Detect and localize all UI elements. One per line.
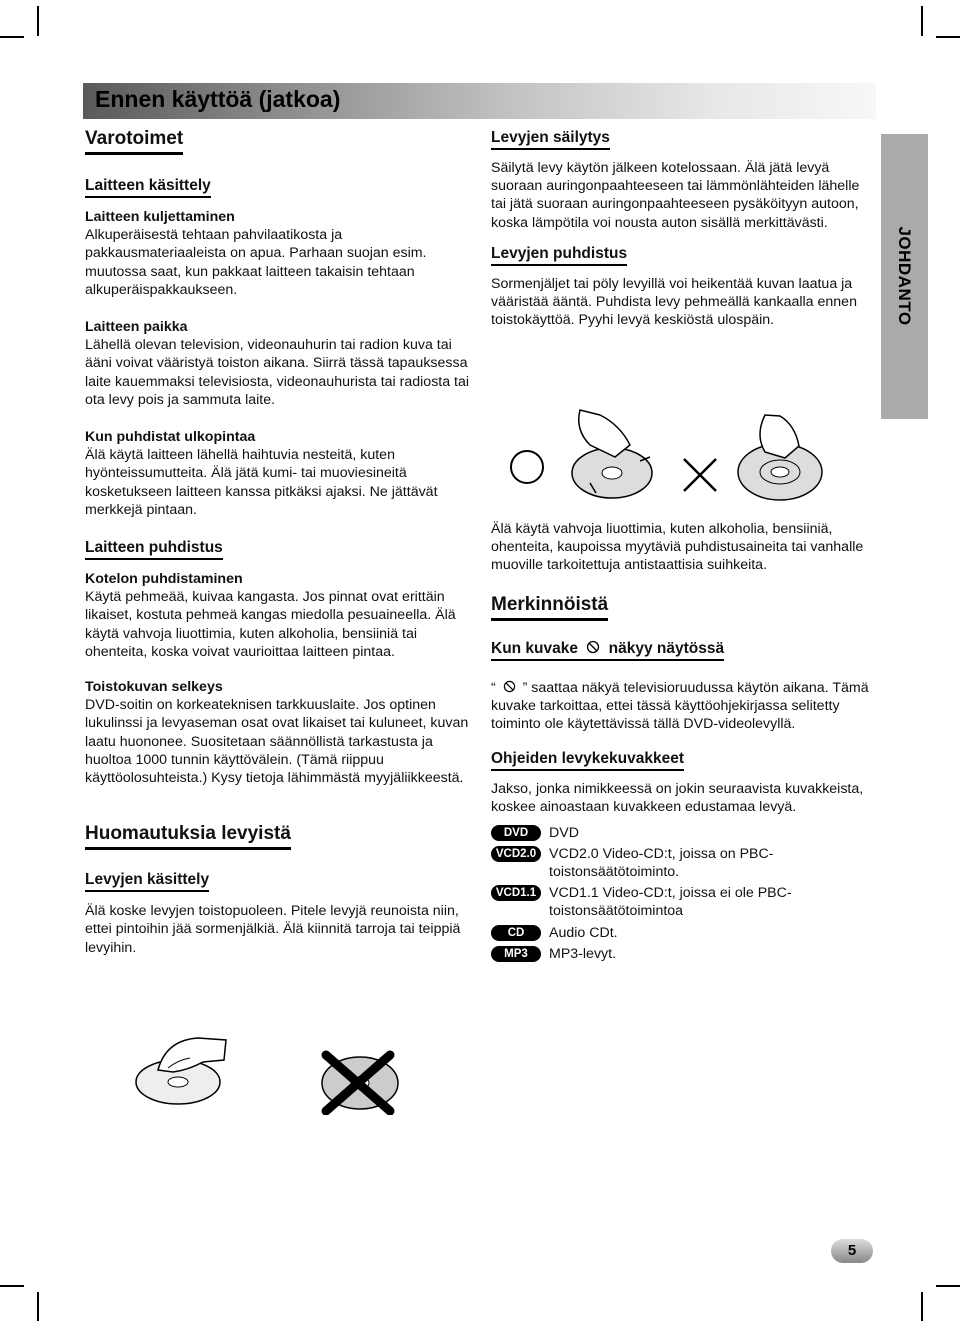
left-column: [85, 128, 477, 957]
subheading-levyjen-kasittely: Levyjen käsittely: [85, 870, 209, 892]
page-number: 5: [831, 1239, 873, 1263]
ulkopinta-title: Kun puhdistat ulkopintaa: [85, 429, 256, 446]
disc-icon-row: [491, 945, 875, 963]
disc-icon-row: [491, 845, 875, 881]
selkeys-title: Toistokuvan selkeys: [85, 679, 223, 696]
subheading-ohjeiden-levykekuvakkeet: Ohjeiden levykekuvakkeet: [491, 749, 684, 771]
disc-cleaning-correct-illustration: [560, 405, 660, 505]
subheading-levyjen-puhdistus: Levyjen puhdistus: [491, 244, 627, 266]
disc-icon-description: Audio CDt.: [549, 924, 618, 941]
kuljettaminen-title: Laitteen kuljettaminen: [85, 209, 235, 225]
sailytys-text: Säilytä levy käytön jälkeen kotelossaan. Älä jätä levyä suoraan auringonpaahteeseen tai lämmönlähteiden lähelle tai jätä suoraan auringonpaahteeseen pysäköityyn autoon, koska lämpötila voi nousta auton sisällä merkittävästi.: [491, 160, 860, 231]
disc-icon-row: [491, 924, 875, 942]
ulkopinta-text: Älä käytä laitteen lähellä haihtuvia nesteitä, kuten hyönteissumutteita. Älä jätä kumi- tai muoviesineitä kosketukseen laitteen kanssa pitkäksi ajaksi. Ne jättävät merkkejä pintaan.: [85, 447, 438, 518]
disc-icon-row: [491, 824, 875, 842]
right-column-lower: [491, 520, 875, 963]
section-heading-huomautuksia: Huomautuksia levyistä: [85, 823, 291, 850]
prohibited-icon: [586, 640, 600, 654]
selkeys-text: DVD-soitin on korkeateknisen tarkkuuslaite. Jos optinen lukulinssi ja levyaseman osat ovat likaiset tai kuluneet, kuvan laatu huononee. Suositetaan säännöllistä tarkastusta ja huoltoa 1000 tunnin käyttövälein. (Tämä riippuu käyttöolosuhteista.) Kysy tietoja lähimmästä myyjäliikkeestä.: [85, 697, 469, 787]
crop-mark: [37, 6, 39, 36]
paikka-title: Laitteen paikka: [85, 319, 188, 336]
disc-icon-description: VCD1.1 Video-CD:t, joissa ei ole PBC-toistonsäätötoimintoa: [549, 885, 792, 920]
wrong-mark-icon: [680, 455, 720, 495]
disc-icon-list: [491, 824, 875, 963]
mp3-badge-icon: MP3: [491, 946, 541, 962]
side-tab: [881, 134, 928, 419]
kun-kuvake-label-b: näkyy näytössä: [608, 639, 725, 657]
disc-icon-description: DVD: [549, 824, 579, 841]
vcd20-badge-icon: VCD2.0: [491, 846, 541, 862]
subheading-kun-kuvake: [491, 639, 724, 661]
kuvake-text-body: ” saattaa näkyä televisioruudussa käytön aikana. Tämä kuvake tarkoittaa, ettei tässä käyttöohjekirjassa selitetty toiminto ole käytettävissä tällä DVD-videolevyllä.: [491, 679, 869, 733]
kotelo-title: Kotelon puhdistaminen: [85, 571, 243, 588]
puhdistus-text: Sormenjäljet tai pöly levyillä voi heikentää kuvan laatua ja vääristää ääntä. Puhdista levy pehmeällä kankaalla ennen toistokäyttöä. Pyyhi levyä keskiöstä ulospäin.: [491, 275, 857, 329]
side-tab-label: JOHDANTO: [895, 226, 914, 326]
dvd-badge-icon: DVD: [491, 825, 541, 841]
disc-cleaning-wrong-illustration: [725, 410, 835, 510]
crop-mark: [921, 1292, 923, 1321]
vcd11-badge-icon: VCD1.1: [491, 885, 541, 901]
kuljettaminen-text: Alkuperäisestä tehtaan pahvilaatikosta ja pakkausmateriaaleista on apua. Parhaan suojan esim. muutossa saat, kun pakkaat laitteen takaisin tehtaan alkuperäispakkaukseen.: [85, 227, 427, 298]
ohjeiden-text: Jakso, jonka nimikkeessä on jokin seuraavista kuvakkeista, koskee ainoastaan kuvakkeen edustamaa levyä.: [491, 781, 864, 816]
paikka-text: Lähellä olevan television, videonauhurin tai radion kuva tai ääni voivat vääristyä toiston aikana. Siirrä tässä tapauksessa laite kauemmaksi televisiosta, videonauhurista tai radiosta tai ota levy pois ja sammuta laite.: [85, 337, 470, 408]
kuvake-quote-open: “: [491, 679, 496, 696]
disc-icon-row: [491, 884, 875, 920]
subheading-laitteen-kasittely: Laitteen käsittely: [85, 176, 211, 198]
disc-held-correctly-illustration: [128, 1030, 238, 1110]
crop-mark: [0, 1285, 24, 1287]
section-heading-merkinnoista: Merkinnöistä: [491, 594, 608, 621]
kasittely-text: Älä koske levyjen toistopuoleen. Pitele levyjä reunoista niin, ettei pintoihin jää sormenjälkiä. Älä kiinnitä tarroja tai teippiä levyihin.: [85, 903, 461, 956]
section-heading-varotoimet: Varotoimet: [85, 128, 183, 155]
right-column: [491, 128, 875, 329]
crop-mark: [37, 1292, 39, 1321]
kotelo-text: Käytä pehmeää, kuivaa kangasta. Jos pinnat ovat erittäin likaiset, kostuta pehmeä kangas miedolla pesuaineella. Älä käytä vahvoja liuottimia, kuten alkoholia, bensiiniä tai ohenteita, koska voivat vaurioittaa laitteen pintaa.: [85, 589, 456, 660]
page-title-bar: [83, 83, 876, 119]
kuvake-text: [491, 679, 875, 734]
disc-touching-wrong-illustration: [318, 1045, 408, 1115]
subheading-laitteen-puhdistus: Laitteen puhdistus: [85, 538, 223, 560]
crop-mark: [936, 36, 960, 38]
crop-mark: [921, 6, 923, 36]
disc-icon-description: MP3-levyt.: [549, 945, 617, 962]
kun-kuvake-label-a: Kun kuvake: [491, 639, 579, 657]
subheading-levyjen-sailytys: Levyjen säilytys: [491, 128, 610, 150]
page-title: Ennen käyttöä (jatkoa): [95, 86, 341, 112]
liuotin-text: Älä käytä vahvoja liuottimia, kuten alkoholia, bensiiniä, ohenteita, kaupoissa myytäviä puhdistusaineita tai vanhalle muoville tarkoitettuja antistaattisia suihkeita.: [491, 521, 864, 574]
crop-mark: [0, 36, 24, 38]
correct-mark-icon: [507, 447, 547, 487]
cd-badge-icon: CD: [491, 925, 541, 941]
disc-icon-description: VCD2.0 Video-CD:t, joissa on PBC-toistonsäätötoiminto.: [549, 845, 774, 881]
prohibited-icon: [503, 680, 516, 693]
crop-mark: [936, 1285, 960, 1287]
